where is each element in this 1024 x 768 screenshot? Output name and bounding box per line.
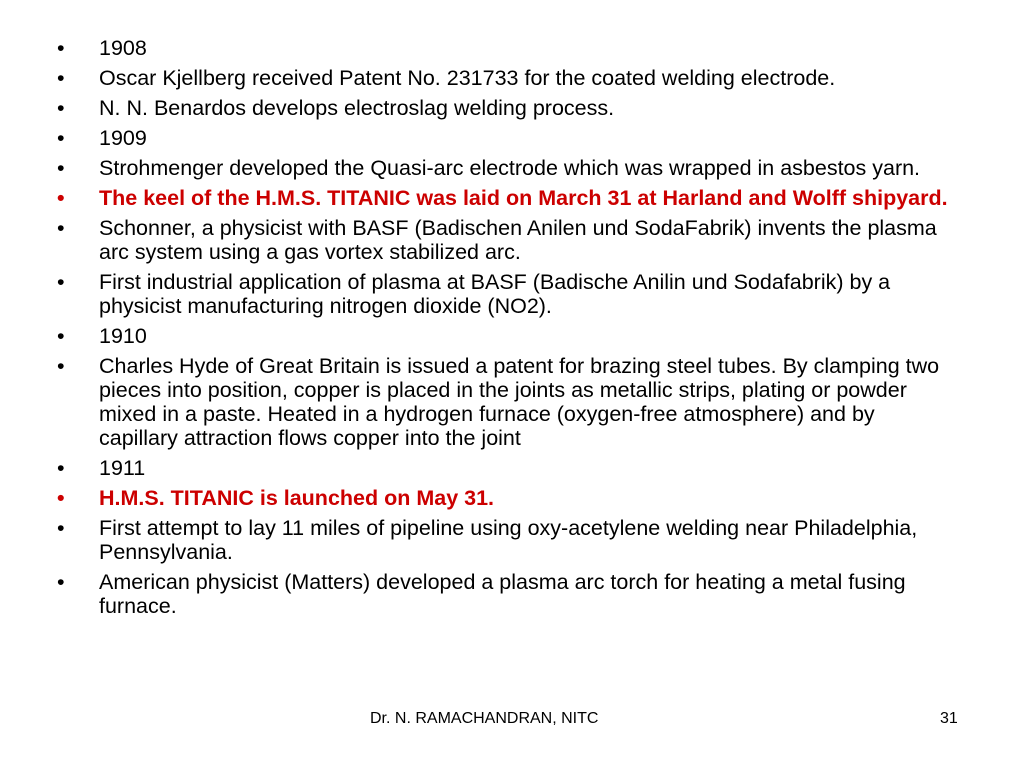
bullet-text: 1908 (99, 36, 147, 60)
bullet-text: First industrial application of plasma at BASF (Badische Anilin und Sodafabrik) by a physicist manufacturing nitrogen dioxide (NO2). (99, 270, 891, 318)
bullet-text: Charles Hyde of Great Britain is issued a patent for brazing steel tubes. By clamping two pieces into position, copper is placed in the joints as metallic strips, plating or powder mixed in a paste. Heated in a hydrogen furnace (oxygen-free atmosphere) and by capillary attraction flows copper into the joint (99, 354, 940, 450)
bullet-icon: • (57, 516, 65, 540)
bullet-icon: • (57, 456, 65, 480)
bullet-item (57, 270, 957, 318)
bullet-item (57, 156, 957, 180)
bullet-text: N. N. Benardos develops electroslag welding process. (99, 96, 615, 120)
page-number: 31 (940, 710, 958, 727)
bullet-item (57, 66, 957, 90)
bullet-item (57, 456, 957, 480)
bullet-item (57, 96, 957, 120)
bullet-text: Strohmenger developed the Quasi-arc electrode which was wrapped in asbestos yarn. (99, 156, 921, 180)
bullet-icon: • (57, 186, 65, 210)
bullet-icon: • (57, 96, 65, 120)
bullet-item (57, 570, 957, 618)
bullet-text: Oscar Kjellberg received Patent No. 231733 for the coated welding electrode. (99, 66, 836, 90)
bullet-text: H.M.S. TITANIC is launched on May 31. (99, 486, 495, 510)
bullet-item (57, 516, 957, 564)
bullet-icon: • (57, 570, 65, 594)
bullet-item (57, 354, 957, 450)
bullet-icon: • (57, 126, 65, 150)
bullet-text: American physicist (Matters) developed a plasma arc torch for heating a metal fusing furnace. (99, 570, 906, 618)
bullet-item (57, 324, 957, 348)
bullet-icon: • (57, 324, 65, 348)
bullet-text: 1909 (99, 126, 147, 150)
bullet-icon: • (57, 270, 65, 294)
bullet-item-highlighted (57, 486, 957, 510)
bullet-text: The keel of the H.M.S. TITANIC was laid on March 31 at Harland and Wolff shipyard. (99, 186, 948, 210)
bullet-text: First attempt to lay 11 miles of pipeline using oxy-acetylene welding near Philadelphia, Pennsylvania. (99, 516, 918, 564)
bullet-icon: • (57, 354, 65, 378)
bullet-text: Schonner, a physicist with BASF (Badischen Anilen und SodaFabrik) invents the plasma arc system using a gas vortex stabilized arc. (99, 216, 937, 264)
bullet-list (57, 36, 957, 624)
bullet-item (57, 36, 957, 60)
bullet-text: 1911 (99, 456, 146, 480)
bullet-icon: • (57, 36, 65, 60)
bullet-item (57, 216, 957, 264)
bullet-icon: • (57, 156, 65, 180)
bullet-text: 1910 (99, 324, 147, 348)
bullet-item (57, 126, 957, 150)
bullet-icon: • (57, 486, 65, 510)
bullet-icon: • (57, 216, 65, 240)
footer-author: Dr. N. RAMACHANDRAN, NITC (370, 710, 599, 727)
bullet-icon: • (57, 66, 65, 90)
bullet-item-highlighted (57, 186, 957, 210)
